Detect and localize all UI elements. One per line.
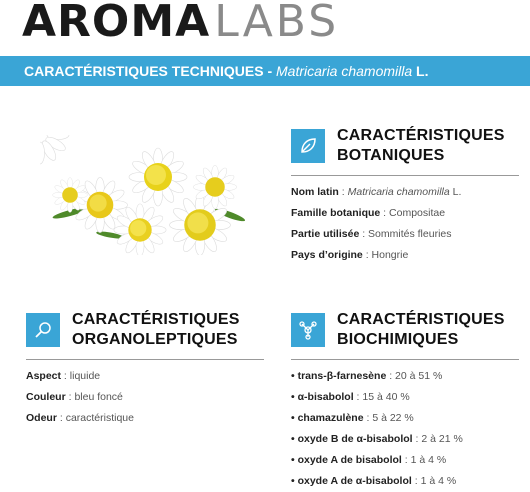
banner-author: L. [412,63,428,79]
banner-species: Matricaria chamomilla [276,63,412,79]
organoleptic-title: CARACTÉRISTIQUES ORGANOLEPTIQUES [72,310,240,350]
magnifier-icon [26,313,60,347]
organoleptic-row: Aspect : liquide [26,366,134,387]
biochemical-row: • oxyde B de α-bisabolol : 2 à 21 % [291,429,463,450]
biochemical-title: CARACTÉRISTIQUES BIOCHIMIQUES [337,310,505,350]
organoleptic-header [26,310,240,350]
biochemical-row: • trans-β-farnesène : 20 à 51 % [291,366,463,387]
botanical-divider [291,175,519,176]
botanical-row: Famille botanique : Compositae [291,203,461,224]
botanical-row: Nom latin : Matricaria chamomilla L. [291,182,461,203]
chamomile-flowers-image [40,135,260,255]
biochemical-divider [291,359,519,360]
banner-title: CARACTÉRISTIQUES TECHNIQUES - [24,63,276,79]
logo-part-aroma: AROMA [22,0,210,47]
biochemical-row: • oxyde A de bisabolol : 1 à 4 % [291,450,463,471]
organoleptic-list [26,366,134,429]
botanical-list [291,182,461,266]
organoleptic-row: Odeur : caractéristique [26,408,134,429]
biochemical-row: • α-bisabolol : 15 à 40 % [291,387,463,408]
biochemical-row: • chamazulène : 5 à 22 % [291,408,463,429]
biochemical-list [291,366,463,492]
molecule-icon [291,313,325,347]
biochemical-header [291,310,505,350]
botanical-title: CARACTÉRISTIQUES BOTANIQUES [337,126,505,166]
organoleptic-divider [26,359,264,360]
leaf-icon [291,129,325,163]
botanical-row: Pays d’origine : Hongrie [291,245,461,266]
biochemical-row: • oxyde A de α-bisabolol : 1 à 4 % [291,471,463,492]
logo-part-labs: LABS [214,0,339,47]
botanical-row: Partie utilisée : Sommités fleuries [291,224,461,245]
technical-banner [0,56,530,86]
brand-logo [22,0,339,44]
botanical-header [291,126,505,166]
organoleptic-row: Couleur : bleu foncé [26,387,134,408]
